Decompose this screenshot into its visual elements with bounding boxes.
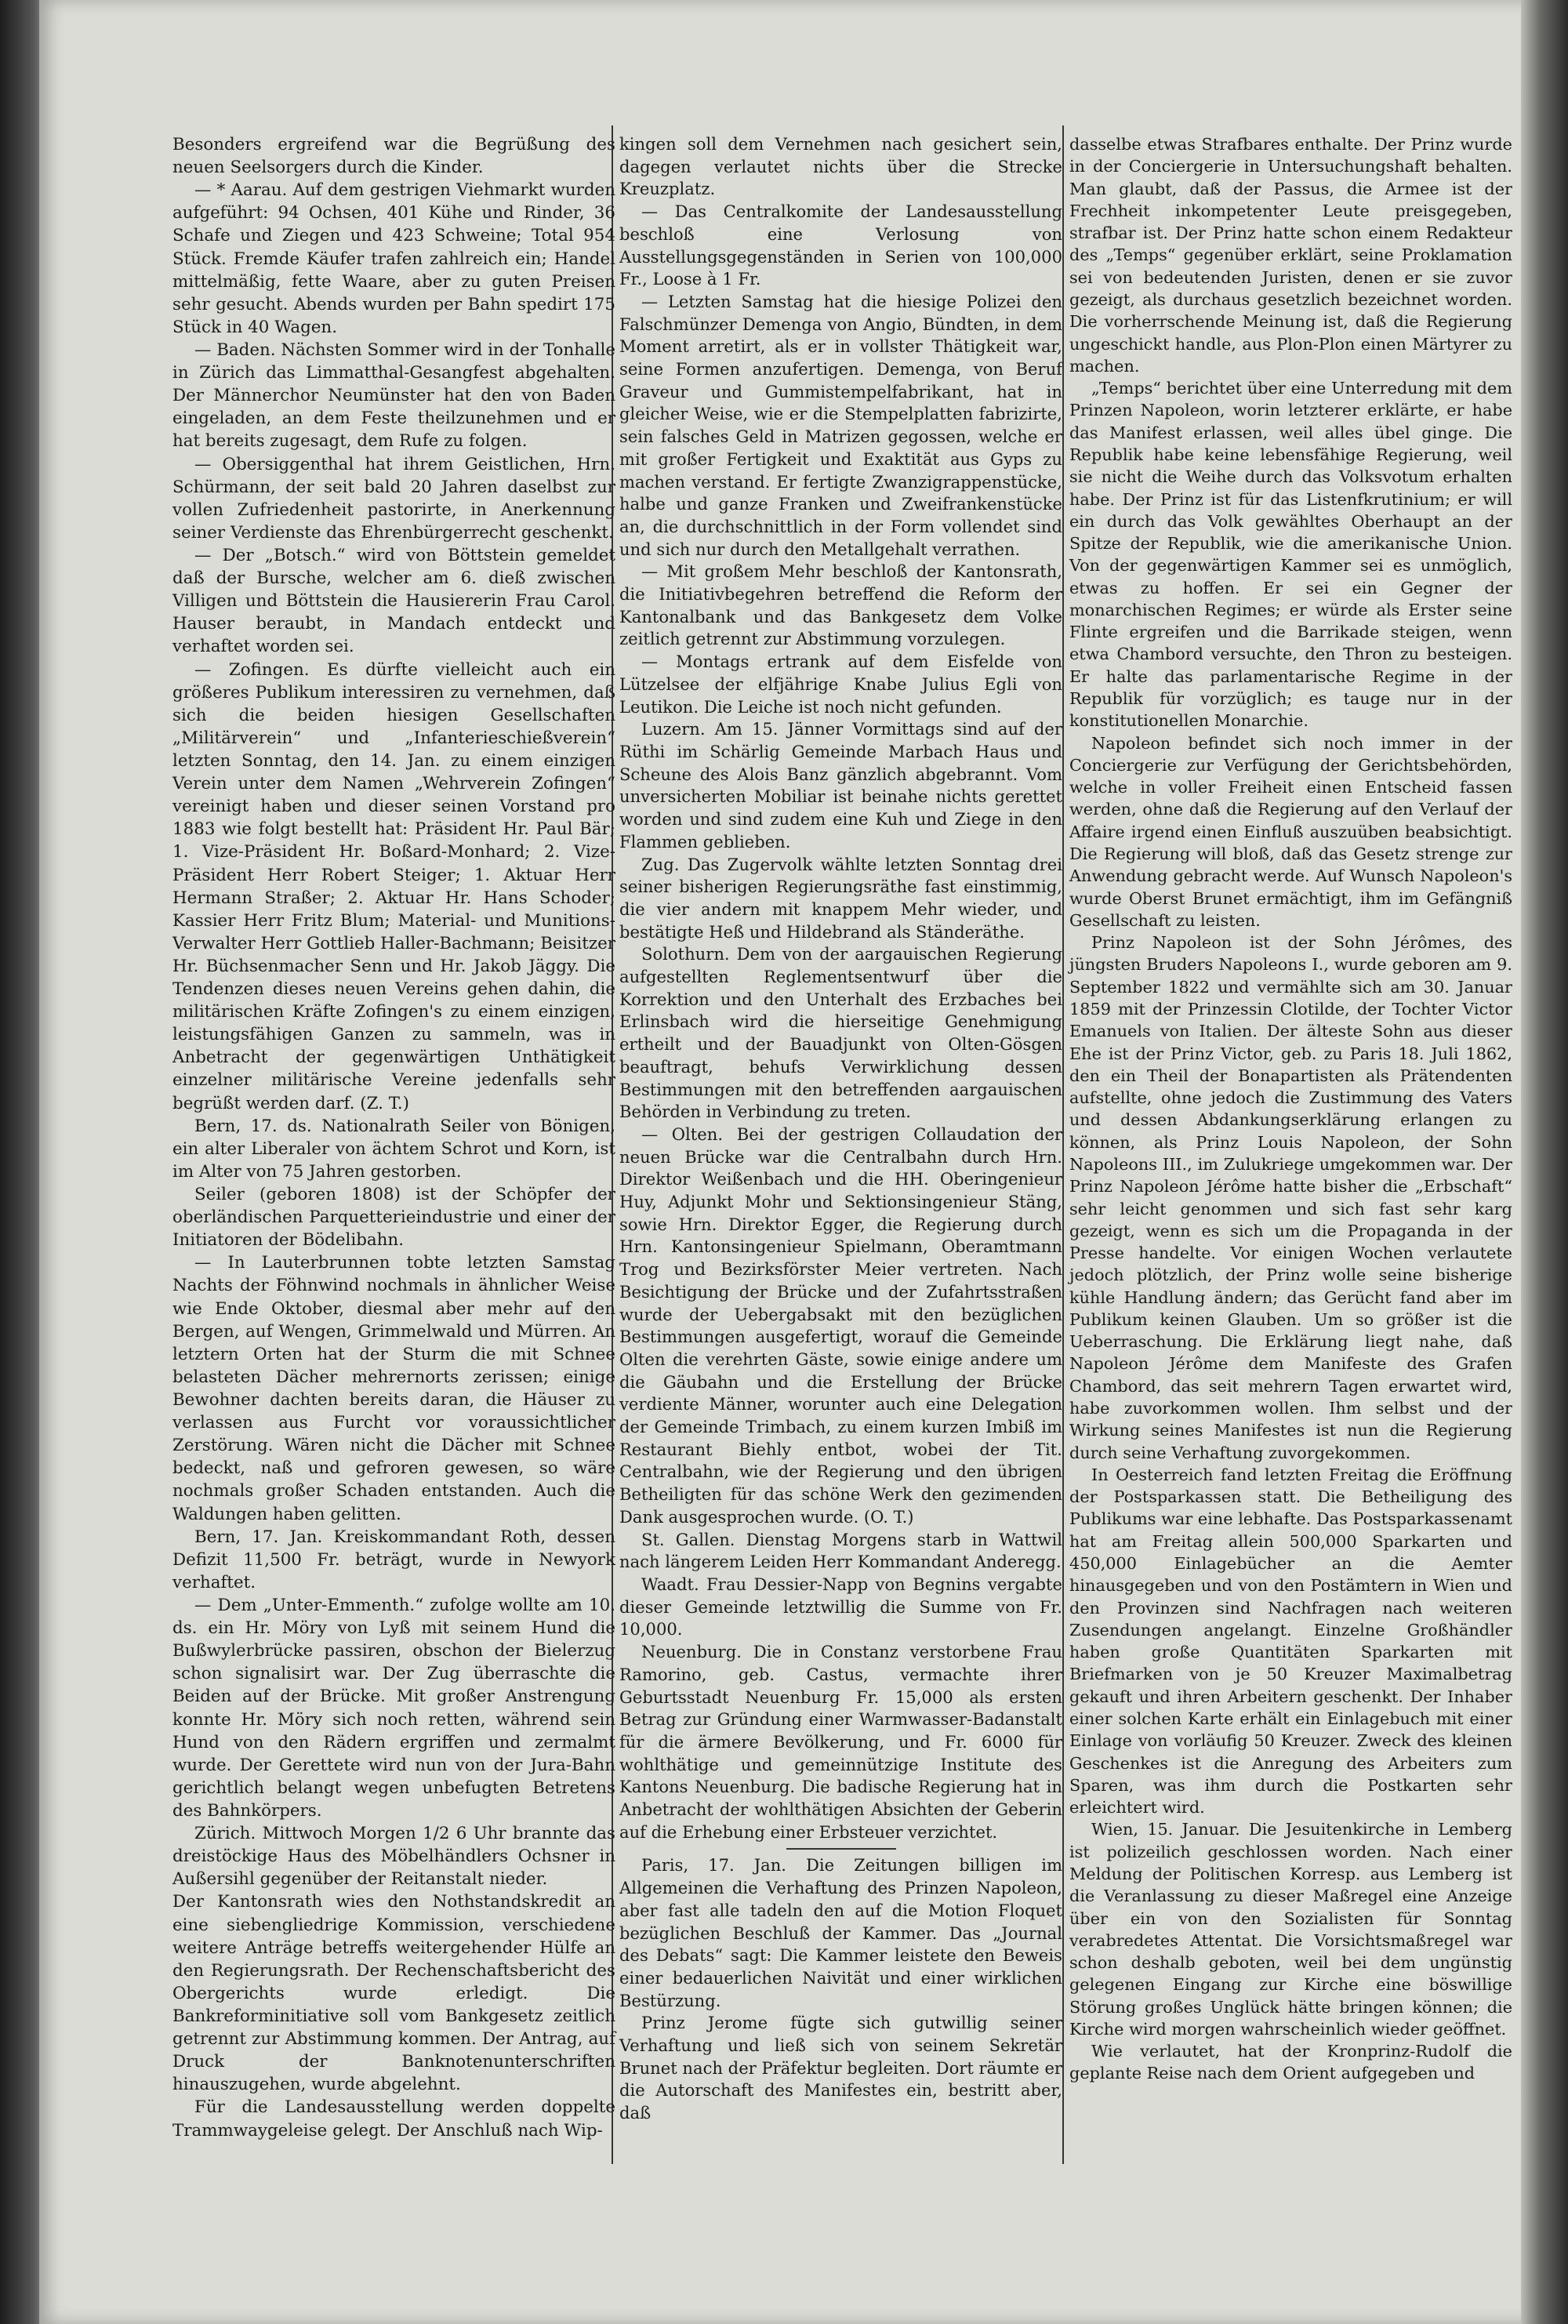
article-paragraph: Waadt. Frau Dessier-Napp von Begnins vergabte dieser Gemeinde letztwillig die Summe von Fr. 10,000.: [619, 1574, 1062, 1640]
article-paragraph: — Das Centralkomite der Landesausstellung beschloß eine Verlosung von Ausstellungsgegenständen in Serien von 100,000 Fr., Loose à 1 Fr.: [619, 202, 1062, 289]
article-paragraph: Napoleon befindet sich noch immer in der Conciergerie zur Verfügung der Gerichtsbehörden, welche in voller Freiheit einen Entscheid fassen werden, ohne daß die Regierung auf den Verlauf der Affaire irgend einen Einfluß auszuüben beabsichtigt. Die Regierung will bloß, daß das Gesetz strenge zur Anwendung gebracht werde. Auf Wunsch Napoleon's wurde Oberst Brunet ermächtigt, ihm im Gefängniß Gesellschaft zu leisten.: [1069, 733, 1512, 930]
article-paragraph: Paris, 17. Jan. Die Zeitungen billigen im Allgemeinen die Verhaftung des Prinzen Napoleon, aber fast alle tadeln den auf die Motion Floquet bezüglichen Beschluß der Kammer. Das „Journal des Debats“ sagt: Die Kammer leistete den Beweis einer bedauerlichen Naivität und einer wirklichen Bestürzung.: [619, 1855, 1062, 2010]
article-paragraph: — * Aarau. Auf dem gestrigen Viehmarkt wurden aufgeführt: 94 Ochsen, 401 Kühe und Rinder, 36 Schafe und Ziegen und 423 Schweine; Total 954 Stück. Fremde Käufer trafen zahlreich ein; Handel mittelmäßig, fette Waare, aber zu guten Preisen sehr gesucht. Abends wurden per Bahn spedirt 175 Stück in 40 Wagen.: [172, 180, 615, 337]
article-paragraph: — In Lauterbrunnen tobte letzten Samstag Nachts der Föhnwind nochmals in ähnlicher Weise wie Ende Oktober, diesmal aber mehr auf den Bergen, auf Wengen, Grimmelwald und Mürren. An letztern Orten hat der Sturm die mit Schnee belasteten Dächer mehrernorts zerissen; einige Bewohner dachten bereits daran, die Häuser zu verlassen aus Furcht vor voraussichtlicher Zerstörung. Wären nicht die Dächer mit Schnee bedeckt, naß und gefroren gewesen, so wäre nochmals großer Schaden entstanden. Auch die Waldungen haben gelitten.: [172, 1253, 615, 1524]
article-paragraph: — Zofingen. Es dürfte vielleicht auch ein größeres Publikum interessiren zu vernehmen, daß sich die beiden hiesigen Gesellschaften „Militärverein“ und „Infanterieschießverein“ letzten Sonntag, den 14. Jan. zu einem einzigen Verein unter dem Namen „Wehrverein Zofingen“ vereinigt haben und dieser seinen Vorstand pro 1883 wie folgt bestellt hat: Präsident Hr. Paul Bär; 1. Vize-Präsident Hr. Boßard-Monhard; 2. Vize-Präsident Herr Robert Steiger; 1. Aktuar Herr Hermann Straßer; 2. Aktuar Hr. Hans Schoder; Kassier Herr Fritz Blum; Material- und Munitions-Verwalter Herr Gottlieb Haller-Bachmann; Beisitzer Hr. Büchsenmacher Senn und Hr. Jakob Jäggy. Die Tendenzen dieses neuen Vereins gehen dahin, die militärischen Kräfte Zofingen's zu einem einzigen, leistungsfähigen Ganzen zu sammeln, was in Anbetracht der gegenwärtigen Unthätigkeit einzelner militärische Vereine jedenfalls sehr begrüßt werden darf. (Z. T.): [172, 659, 615, 1113]
article-paragraph: St. Gallen. Dienstag Morgens starb in Wattwil nach längerem Leiden Herr Kommandant Anderegg.: [619, 1529, 1062, 1572]
column-1: [172, 133, 615, 2142]
article-paragraph: Bern, 17. Jan. Kreiskommandant Roth, dessen Defizit 11,500 Fr. beträgt, wurde in Newyork verhaftet.: [172, 1527, 615, 1592]
column-rule: [1062, 125, 1064, 2164]
article-paragraph: — Obersiggenthal hat ihrem Geistlichen, Hrn. Schürmann, der seit bald 20 Jahren daselbst zur vollen Zufriedenheit pastorirte, in Anerkennung seiner Verdienste das Ehrenbürgerrecht geschenkt.: [172, 454, 615, 543]
article-paragraph: — Montags ertrank auf dem Eisfelde von Lützelsee der elfjährige Knabe Julius Egli von Leutikon. Die Leiche ist noch nicht gefunden.: [619, 652, 1062, 717]
column-3: [1069, 133, 1512, 2085]
article-paragraph: Zug. Das Zugervolk wählte letzten Sonntag drei seiner bisherigen Regierungsräthe fast einstimmig, die vier andern mit knappem Mehr wieder, und bestätigte Heß und Hildebrand als Ständeräthe.: [619, 854, 1062, 942]
article-paragraph: In Oesterreich fand letzten Freitag die Eröffnung der Postsparkassen statt. Die Betheiligung des Publikums war eine lebhafte. Das Postsparkassenamt hat am Freitag allein 500,000 Sparkarten und 450,000 Einlagebücher an die Aemter hinausgegeben und von den Postämtern in Wien und den Provinzen sind Nachfragen nach weiteren Zusendungen angelangt. Einzelne Großhändler haben große Quantitäten Sparkarten mit Briefmarken von je 50 Kreuzer Maximalbetrag gekauft und ihren Arbeitern geschenkt. Der Inhaber einer solchen Karte erhält ein Einlagebuch mit einer Einlage von vorläufig 50 Kreuzer. Zweck des kleinen Geschenkes ist die Anregung des Arbeiters zum Sparen, was ihm durch die Postkarten sehr erleichtert wird.: [1069, 1465, 1512, 1817]
article-paragraph: Der Kantonsrath wies den Nothstandskredit an eine siebengliedrige Kommission, verschiedene weitere Anträge betreffs weitergehender Hülfe an den Regierungsrath. Der Rechenschaftsbericht des Obergerichts wurde erledigt. Die Bankreforminitiative soll vom Bankgesetz zeitlich getrennt zur Abstimmung kommen. Der Antrag, auf Druck der Banknotenunterschriften hinauszugehen, wurde abgelehnt.: [172, 1892, 615, 2095]
scan-right-edge: [1521, 0, 1568, 2324]
section-separator: [786, 1848, 896, 1850]
article-paragraph: — Baden. Nächsten Sommer wird in der Tonhalle in Zürich das Limmatthal-Gesangfest abgehalten. Der Männerchor Neumünster hat den von Baden eingeladen, an dem Feste theilzunehmen und er hat bereits zugesagt, dem Rufe zu folgen.: [172, 340, 616, 452]
article-paragraph: — Olten. Bei der gestrigen Collaudation der neuen Brücke war die Centralbahn durch Hrn. Direktor Weißenbach und die HH. Oberingenieur Huy, Adjunkt Mohr und Sektionsingenieur Stäng, sowie Hrn. Direktor Egger, die Regierung durch Hrn. Kantonsingenieur Spielmann, Oberamtmann Trog und Bezirksförster Meier vertreten. Nach Besichtigung der Brücke und der Zufahrtsstraßen wurde der Uebergabsakt mit den bezüglichen Bestimmungen ausgefertigt, worauf die Gemeinde Olten die verehrten Gäste, sowie einige andere um die Gäubahn und die Erstellung der Brücke verdiente Männer, worunter auch eine Delegation der Gemeinde Trimbach, zu einem kurzen Imbiß im Restaurant Biehly entbot, wobei der Tit. Centralbahn, wie der Regierung und den übrigen Betheiligten für das schöne Werk den gezimenden Dank ausgesprochen wurde. (O. T.): [619, 1124, 1062, 1527]
article-paragraph: Für die Landesausstellung werden doppelte Trammwaygeleise gelegt. Der Anschluß nach Wip-: [172, 2097, 615, 2141]
article-paragraph: — Dem „Unter-Emmenth.“ zufolge wollte am 10. ds. ein Hr. Möry von Lyß mit seinem Hund die Bußwylerbrücke passiren, obschon der Bielerzug schon signalisirt war. Der Zug überraschte die Beiden auf der Brücke. Mit großer Anstrengung konnte Hr. Möry sich noch retten, während sein Hund von den Rädern ergriffen und zermalmt wurde. Der Gerettete wird nun von der Jura-Bahn gerichtlich belangt wegen unbefugten Betretens des Bahnkörpers.: [172, 1596, 615, 1821]
article-paragraph: kingen soll dem Vernehmen nach gesichert sein, dagegen verlautet nichts über die Strecke Kreuzplatz.: [619, 134, 1062, 199]
article-paragraph: Zürich. Mittwoch Morgen 1/2 6 Uhr brannte das dreistöckige Haus des Möbelhändlers Ochsner in Außersihl gegenüber der Reitanstalt nieder.: [172, 1824, 615, 1890]
article-paragraph: Prinz Napoleon ist der Sohn Jérômes, des jüngsten Bruders Napoleons I., wurde geboren am 9. September 1822 und vermählte sich am 30. Januar 1859 mit der Prinzessin Clotilde, der Tochter Victor Emanuels von Italien. Der älteste Sohn aus dieser Ehe ist der Prinz Victor, geb. zu Paris 18. Juli 1862, den ein Theil der Bonapartisten als Prätendenten aufstellte, ohne jedoch die Zustimmung des Vaters und dessen Abdankungserklärung erlangen zu können, als Prinz Louis Napoleon, der Sohn Napoleons III., im Zulukriege umgekommen war. Der Prinz Napoleon Jérôme hatte bisher die „Erbschaft“ sehr leicht genommen und sich fast sehr karg gezeigt, wenn es sich um die Propaganda in der Presse handelte. Vor einigen Wochen verlautete jedoch plötzlich, der Prinz wolle seine bisherige kühle Handlung ändern; das Gerücht fand aber im Publikum keinen Glauben. Um so größer ist die Ueberraschung. Die Erklärung liegt nahe, daß Napoleon Jérôme dem Manifeste des Grafen Chambord, das seit mehrern Tagen erwartet wird, habe zuvorkommen wollen. Ihm selbst und der Wirkung seines Manifestes ist nun die Regierung durch seine Verhaftung zuvorgekommen.: [1069, 933, 1512, 1462]
article-paragraph: Solothurn. Dem von der aargauischen Regierung aufgestellten Reglementsentwurf über die Korrektion und den Unterhalt des Erzbaches bei Erlinsbach wird die hierseitige Genehmigung ertheilt und der Bauadjunkt von Olten-Gösgen beauftragt, behufs Verwirklichung dessen Bestimmungen mit den betreffenden aargauischen Behörden in Verbindung zu treten.: [619, 944, 1062, 1122]
article-paragraph: — Mit großem Mehr beschloß der Kantonsrath, die Initiativbegehren betreffend die Reform der Kantonalbank und das Bankgesetz dem Volke zeitlich getrennt zur Abstimmung vorzulegen.: [619, 561, 1062, 649]
article-paragraph: Luzern. Am 15. Jänner Vormittags sind auf der Rüthi im Schärlig Gemeinde Marbach Haus und Scheune des Alois Banz gänzlich abgebrannt. Vom unversicherten Mobiliar ist beinahe nichts gerettet worden und sind zudem eine Kuh und Ziege in den Flammen geblieben.: [619, 719, 1062, 852]
article-paragraph: Wie verlautet, hat der Kronprinz-Rudolf die geplante Reise nach dem Orient aufgegeben und: [1069, 2042, 1512, 2083]
column-2: [619, 133, 1062, 2125]
article-paragraph: Besonders ergreifend war die Begrüßung des neuen Seelsorgers durch die Kinder.: [172, 135, 615, 178]
article-paragraph: Neuenburg. Die in Constanz verstorbene Frau Ramorino, geb. Castus, vermachte ihrer Geburtsstadt Neuenburg Fr. 15,000 als ersten Betrag zur Gründung einer Warmwasser-Badanstalt für die ärmere Bevölkerung, und Fr. 6000 für wohlthätige und gemeinnützige Institute des Kantons Neuenburg. Die badische Regierung hat in Anbetracht der wohlthätigen Absichten der Geberin auf die Erhebung einer Erbsteuer verzichtet.: [619, 1642, 1062, 1842]
article-paragraph: Prinz Jerome fügte sich gutwillig seiner Verhaftung und ließ sich von seinem Sekretär Brunet nach der Präfektur begleiten. Dort räumte er die Autorschaft des Manifestes ein, bestritt aber, daß: [619, 2013, 1063, 2123]
article-paragraph: Wien, 15. Januar. Die Jesuitenkirche in Lemberg ist polizeilich geschlossen worden. Nach einer Meldung der Politischen Korresp. aus Lemberg ist die Veranlassung zu dieser Maßregel eine Anzeige über ein von den Sozialisten für Sonntag verabredetes Attentat. Die Vorsichtsmaßregel war schon deshalb geboten, weil bei dem ungünstig gelegenen Eingang zur Kirche eine böswillige Störung großes Unglück hätte bringen können; die Kirche wird morgen wahrscheinlich wieder geöffnet.: [1069, 1820, 1512, 2039]
article-paragraph: — Letzten Samstag hat die hiesige Polizei den Falschmünzer Demenga von Angio, Bündten, in dem Moment arretirt, als er in vollster Thätigkeit war, seine Formen anzufertigen. Demenga, von Beruf Graveur und Gummistempelfabrikant, hat in gleicher Weise, wie er die Stempelplatten fabrizirte, sein falsches Geld in Matrizen gegossen, welche er mit großer Fertigkeit und Exaktität aus Gyps zu machen verstand. Er fertigte Zwanzigrappenstücke, halbe und ganze Franken und Zweifrankenstücke an, die durchschnittlich in der Form vollendet sind und sich nur durch den Metallgehalt verrathen.: [619, 291, 1062, 559]
article-paragraph: Bern, 17. ds. Nationalrath Seiler von Bönigen, ein alter Liberaler von ächtem Schrot und Korn, ist im Alter von 75 Jahren gestorben.: [172, 1116, 615, 1182]
article-paragraph: „Temps“ berichtet über eine Unterredung mit dem Prinzen Napoleon, worin letzterer erklärte, er habe das Manifest erlassen, weil alles übel ginge. Die Republik habe keine lebensfähige Regierung, weil sie nicht die Weihe durch das Volksvotum erhalten habe. Der Prinz ist für das Listenfkrutinium; er will ein durch das Volk gewähltes Oberhaupt an der Spitze der Republik, wie die amerikanische Union. Von der gegenwärtigen Kammer sei es unmöglich, etwas zu hoffen. Er sei ein Gegner der monarchischen Regimes; er würde als Erster seine Flinte ergreifen und die Barrikade steigen, wenn etwa Chambord versuchte, den Thron zu besteigen. Er halte das parlamentarische Regime in der Republik für vorzüglich; es tauge nur in der konstitutionellen Monarchie.: [1069, 379, 1512, 731]
article-paragraph: — Der „Botsch.“ wird von Böttstein gemeldet daß der Bursche, welcher am 6. dieß zwischen Villigen und Böttstein die Hausiererin Frau Carol. Hauser beraubt, in Mandach entdeckt und verhaftet worden sei.: [172, 545, 615, 657]
article-paragraph: Seiler (geboren 1808) ist der Schöpfer der oberländischen Parquetterieindustrie und einer der Initiatoren der Bödelibahn.: [172, 1185, 615, 1251]
article-paragraph: dasselbe etwas Strafbares enthalte. Der Prinz wurde in der Conciergerie in Untersuchungshaft behalten. Man glaubt, daß der Passus, die Armee ist der Frechheit inkompetenter Leute preisgegeben, strafbar ist. Der Prinz hatte schon einem Redakteur des „Temps“ gegenüber erklärt, seine Proklamation sei von bedeutenden Juristen, denen er sie zuvor gezeigt, als durchaus gesetzlich bezeichnet worden. Die vorherrschende Meinung ist, daß die Regierung ungeschickt handle, aus Plon-Plon einen Märtyrer zu machen.: [1069, 135, 1512, 376]
